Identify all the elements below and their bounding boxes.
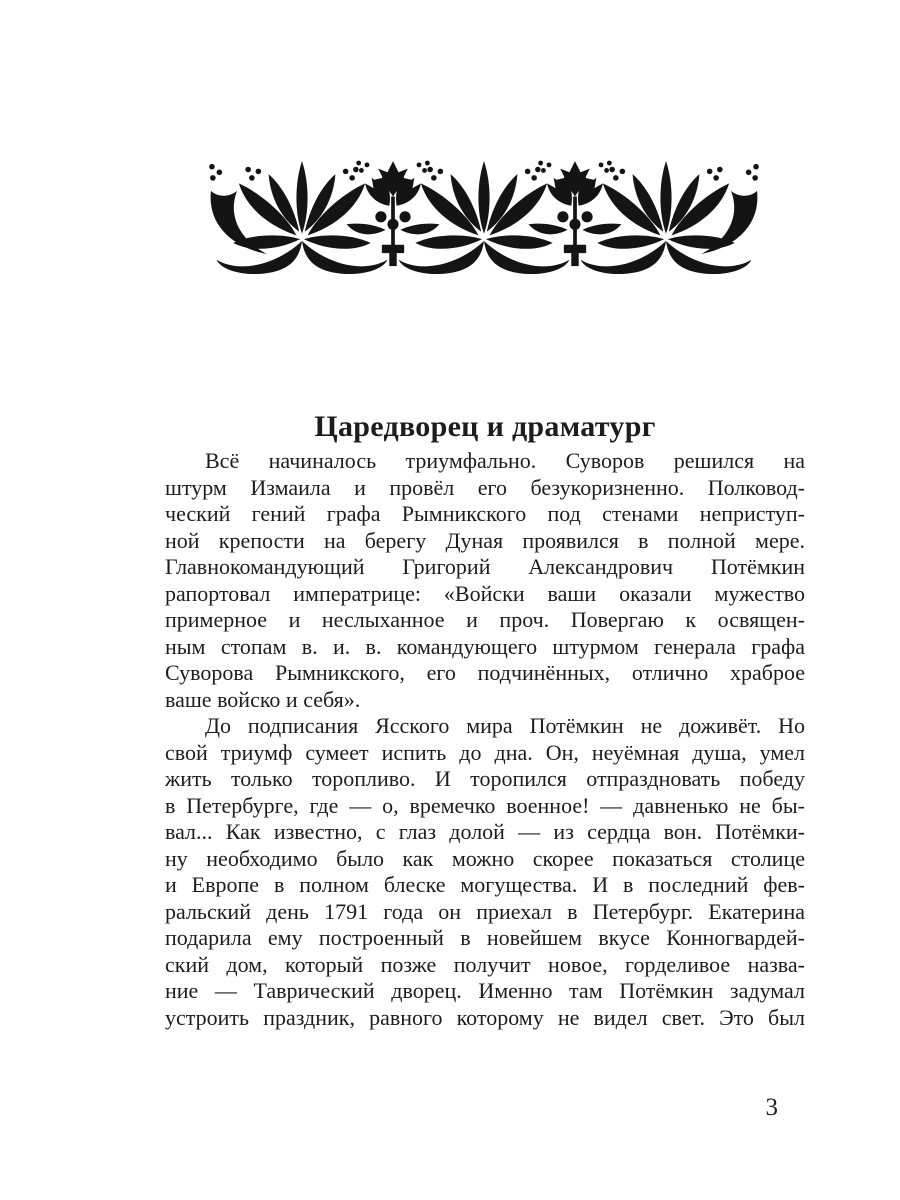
text-line: Главнокомандующий Григорий Александрович Потёмкин [165, 554, 805, 579]
text-line: в Петербурге, где — о, времечко военное! — давненько не бы- [165, 792, 805, 818]
text-line: ние — Таврический дворец. Именно там Потёмкин задумал [165, 978, 805, 1003]
paragraph [165, 713, 805, 1031]
chapter-title: Царедворец и драматург [314, 410, 656, 444]
text-line: ной крепости на берегу Дуная проявился в полной мере. [165, 527, 805, 553]
floral-headpiece-icon [186, 150, 782, 280]
text-line: ну необходимо было как можно скорее показаться столице [165, 845, 805, 871]
text-line: подарила ему построенный в новейшем вкусе Конногвардей- [165, 925, 805, 950]
text-line: ческий гений графа Рымникского под стенами неприступ- [165, 501, 805, 526]
page-number: 3 [765, 1094, 778, 1121]
text-line: ральский день 1791 года он приехал в Петербург. Екатерина [165, 898, 805, 924]
floral-headpiece-ornament [186, 150, 782, 280]
text-line: Суворова Рымникского, его подчинённых, отлично храброе [165, 660, 805, 685]
text-line: устроить праздник, равного которому не видел свет. Это был [165, 1004, 805, 1030]
body-text [165, 448, 805, 1031]
text-line: ский дом, который позже получит новое, горделивое назва- [165, 951, 805, 977]
text-line: и Европе в полном блеске могущества. И в последний фев- [165, 872, 805, 897]
text-line: рапортовал императрице: «Войски ваши оказали мужество [165, 580, 805, 606]
text-line: жить только торопливо. И торопился отпраздновать победу [165, 766, 805, 791]
text-line: ным стопам в. и. в. командующего штурмом генерала графа [165, 633, 805, 659]
text-line: вал... Как известно, с глаз долой — из сердца вон. Потёмки- [165, 819, 805, 844]
text-line: Всё начиналось триумфально. Суворов решился на [205, 448, 805, 473]
text-line: ваше войско и себя». [165, 686, 361, 712]
text-line: примерное и неслыханное и проч. Повергаю к освящен- [165, 607, 805, 632]
text-line: свой триумф сумеет испить до дна. Он, неуёмная душа, умел [165, 739, 805, 765]
text-line: До подписания Ясского мира Потёмкин не доживёт. Но [205, 713, 805, 738]
text-line: штурм Измаила и провёл его безукоризненно. Полковод- [165, 474, 805, 500]
paragraph [165, 448, 805, 713]
